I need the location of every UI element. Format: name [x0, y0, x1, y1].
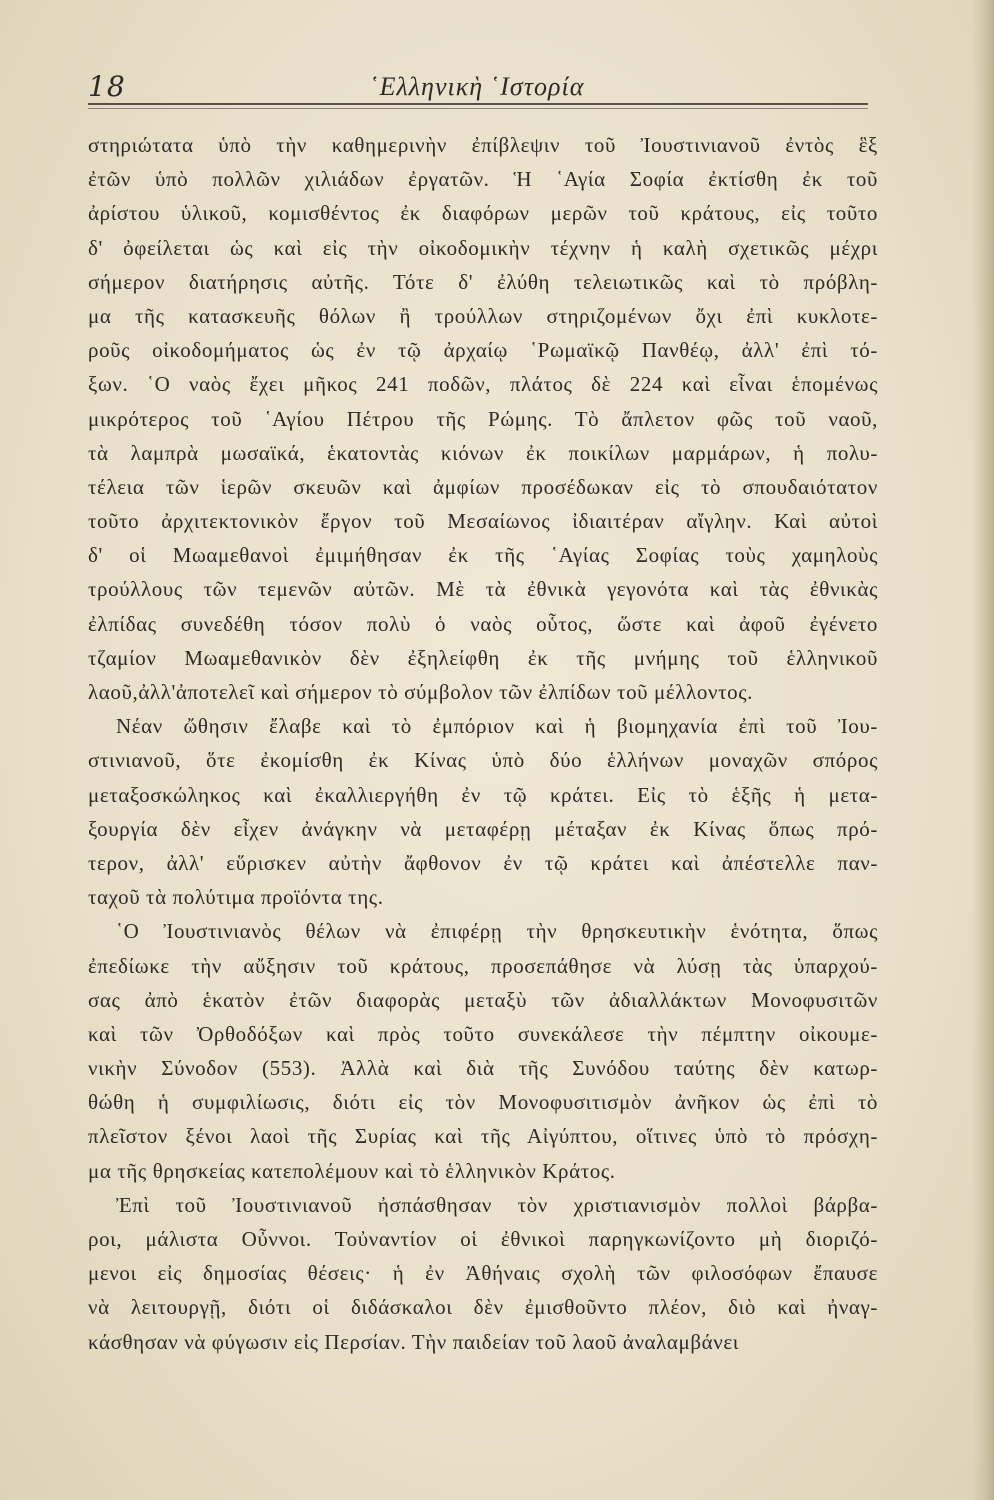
text-line: ἀρίστου ὑλικοῦ, κομισθέντος ἐκ διαφόρων μερῶν τοῦ κράτους, εἰς τοῦτο [88, 201, 878, 226]
text-line: τὰ λαμπρὰ μωσαϊκά, ἑκατοντὰς κιόνων ἐκ ποικίλων μαρμάρων, ἡ πολυ- [88, 440, 878, 465]
text-line: μεταξοσκώληκος καὶ ἐκαλλιεργήθη ἐν τῷ κράτει. Εἰς τὸ ἑξῆς ἡ μετα- [88, 782, 878, 807]
text-line: κάσθησαν νὰ φύγωσιν εἰς Περσίαν. Τὴν παιδείαν τοῦ λαοῦ ἀναλαμβάνει [88, 1329, 740, 1354]
text-line: τερον, ἀλλ' εὕρισκεν αὐτὴν ἄφθονον ἐν τῷ κράτει καὶ ἀπέστελλε παν- [88, 850, 878, 875]
text-line: ταχοῦ τὰ πολύτιμα προϊόντα της. [88, 885, 384, 910]
text-line: καὶ τῶν Ὀρθοδόξων καὶ πρὸς τοῦτο συνεκάλεσε τὴν πέμπτην οἰκουμε- [88, 1021, 878, 1046]
text-line: τρούλλους τῶν τεμενῶν αὐτῶν. Μὲ τὰ ἐθνικὰ γεγονότα καὶ τὰς ἐθνικὰς [88, 577, 878, 602]
text-line: τοῦτο ἀρχιτεκτονικὸν ἔργον τοῦ Μεσαίωνος ἰδιαιτέραν αἴγλην. Καὶ αὐτοὶ [88, 509, 878, 534]
text-line: νὰ λειτουργῇ, διότι οἱ διδάσκαλοι δὲν ἐμισθοῦντο πλέον, διὸ καὶ ἠναγ- [88, 1295, 878, 1320]
text-line: μικρότερος τοῦ ῾Αγίου Πέτρου τῆς Ρώμης. Τὸ ἄπλετον φῶς τοῦ ναοῦ, [88, 406, 878, 431]
page-edge-shadow [972, 0, 994, 1500]
text-line: ῾Ο Ἰουστινιανὸς θέλων νὰ ἐπιφέρῃ τὴν θρησκευτικὴν ἑνότητα, ὅπως [116, 919, 878, 944]
text-line: μα τῆς κατασκευῆς θόλων ἢ τρούλλων στηριζομένων ὄχι ἐπὶ κυκλοτε- [88, 303, 878, 328]
text-line: τζαμίον Μωαμεθανικὸν δὲν ἐξηλείφθη ἐκ τῆς μνήμης τοῦ ἑλληνικοῦ [88, 645, 878, 670]
body-text [88, 128, 878, 1359]
text-line: νικὴν Σύνοδον (553). Ἀλλὰ καὶ διὰ τῆς Συνόδου ταύτης δὲν κατωρ- [88, 1056, 878, 1081]
text-line: σήμερον διατήρησις αὐτῆς. Τότε δ' ἐλύθη τελειωτικῶς καὶ τὸ πρόβλη- [88, 269, 878, 294]
text-line: δ' οἱ Μωαμεθανοὶ ἐμιμήθησαν ἐκ τῆς ῾Αγίας Σοφίας τοὺς χαμηλοὺς [88, 543, 878, 568]
text-line: δ' ὀφείλεται ὡς καὶ εἰς τὴν οἰκοδομικὴν τέχνην ἡ καλὴ σχετικῶς μέχρι [88, 235, 878, 260]
text-line: πλεῖστον ξένοι λαοὶ τῆς Συρίας καὶ τῆς Αἰγύπτου, οἵτινες ὑπὸ τὸ πρόσχη- [88, 1124, 878, 1149]
paragraph [88, 709, 878, 914]
text-line: Ἐπὶ τοῦ Ἰουστινιανοῦ ἠσπάσθησαν τὸν χριστιανισμὸν πολλοὶ βάρβα- [116, 1192, 878, 1217]
paragraph [88, 128, 878, 709]
text-line: ξουργία δὲν εἶχεν ἀνάγκην νὰ μεταφέρῃ μέταξαν ἐκ Κίνας ὅπως πρό- [88, 816, 878, 841]
text-line: ἐλπίδας συνεδέθη τόσον πολὺ ὁ ναὸς οὗτος, ὥστε καὶ ἀφοῦ ἐγένετο [88, 611, 878, 636]
text-line: Νέαν ὤθησιν ἔλαβε καὶ τὸ ἐμπόριον καὶ ἡ βιομηχανία ἐπὶ τοῦ Ἰου- [116, 714, 878, 739]
header-rule [88, 103, 868, 105]
text-line: στηριώτατα ὑπὸ τὴν καθημερινὴν ἐπίβλεψιν τοῦ Ἰουστινιανοῦ ἐντὸς ἓξ [88, 133, 878, 157]
paragraph [88, 914, 878, 1188]
text-line: ἐτῶν ὑπὸ πολλῶν χιλιάδων ἐργατῶν. Ἡ ῾Αγία Σοφία ἐκτίσθη ἐκ τοῦ [88, 167, 878, 192]
text-line: λαοῦ,ἀλλ'ἀποτελεῖ καὶ σήμερον τὸ σύμβολον τῶν ἐλπίδων τοῦ μέλλοντος. [88, 680, 753, 704]
page-number: 18 [88, 70, 126, 103]
text-line: μενοι εἰς δημοσίας θέσεις· ἡ ἐν Ἀθήναις σχολὴ τῶν φιλοσόφων ἔπαυσε [88, 1261, 878, 1286]
text-line: μα τῆς θρησκείας κατεπολέμουν καὶ τὸ ἑλληνικὸν Κράτος. [88, 1158, 616, 1183]
text-line: τέλεια τῶν ἱερῶν σκευῶν καὶ ἀμφίων προσέδωκαν εἰς τὸ σπουδαιότατον [88, 474, 878, 499]
header-rule-thin [88, 108, 868, 109]
text-line: ξων. ῾Ο ναὸς ἔχει μῆκος 241 ποδῶν, πλάτος δὲ 224 καὶ εἶναι ἑπομένως [88, 372, 878, 397]
text-line: θώθη ἡ συμφιλίωσις, διότι εἰς τὸν Μονοφυσιτισμὸν ἀνῆκον ὡς ἐπὶ τὸ [88, 1090, 878, 1115]
text-line: ροι, μάλιστα Οὖννοι. Τοὐναντίον οἱ ἐθνικοὶ παρηγκωνίζοντο μὴ διοριζό- [88, 1227, 878, 1251]
paragraph [88, 1188, 878, 1359]
text-line: ἐπεδίωκε τὴν αὔξησιν τοῦ κράτους, προσεπάθησε νὰ λύσῃ τὰς ὑπαρχού- [88, 953, 878, 978]
text-line: σας ἀπὸ ἑκατὸν ἐτῶν διαφορὰς μεταξὺ τῶν ἀδιαλλάκτων Μονοφυσιτῶν [88, 987, 878, 1012]
text-line: στινιανοῦ, ὅτε ἐκομίσθη ἐκ Κίνας ὑπὸ δύο ἑλλήνων μοναχῶν σπόρος [88, 748, 878, 773]
running-title: ῾Ελληνικὴ ῾Ιστορία [370, 72, 585, 101]
text-line: ροῦς οἰκοδομήματος ὡς ἐν τῷ ἀρχαίῳ ῾Ρωμαϊκῷ Πανθέῳ, ἀλλ' ἐπὶ τό- [88, 338, 878, 363]
